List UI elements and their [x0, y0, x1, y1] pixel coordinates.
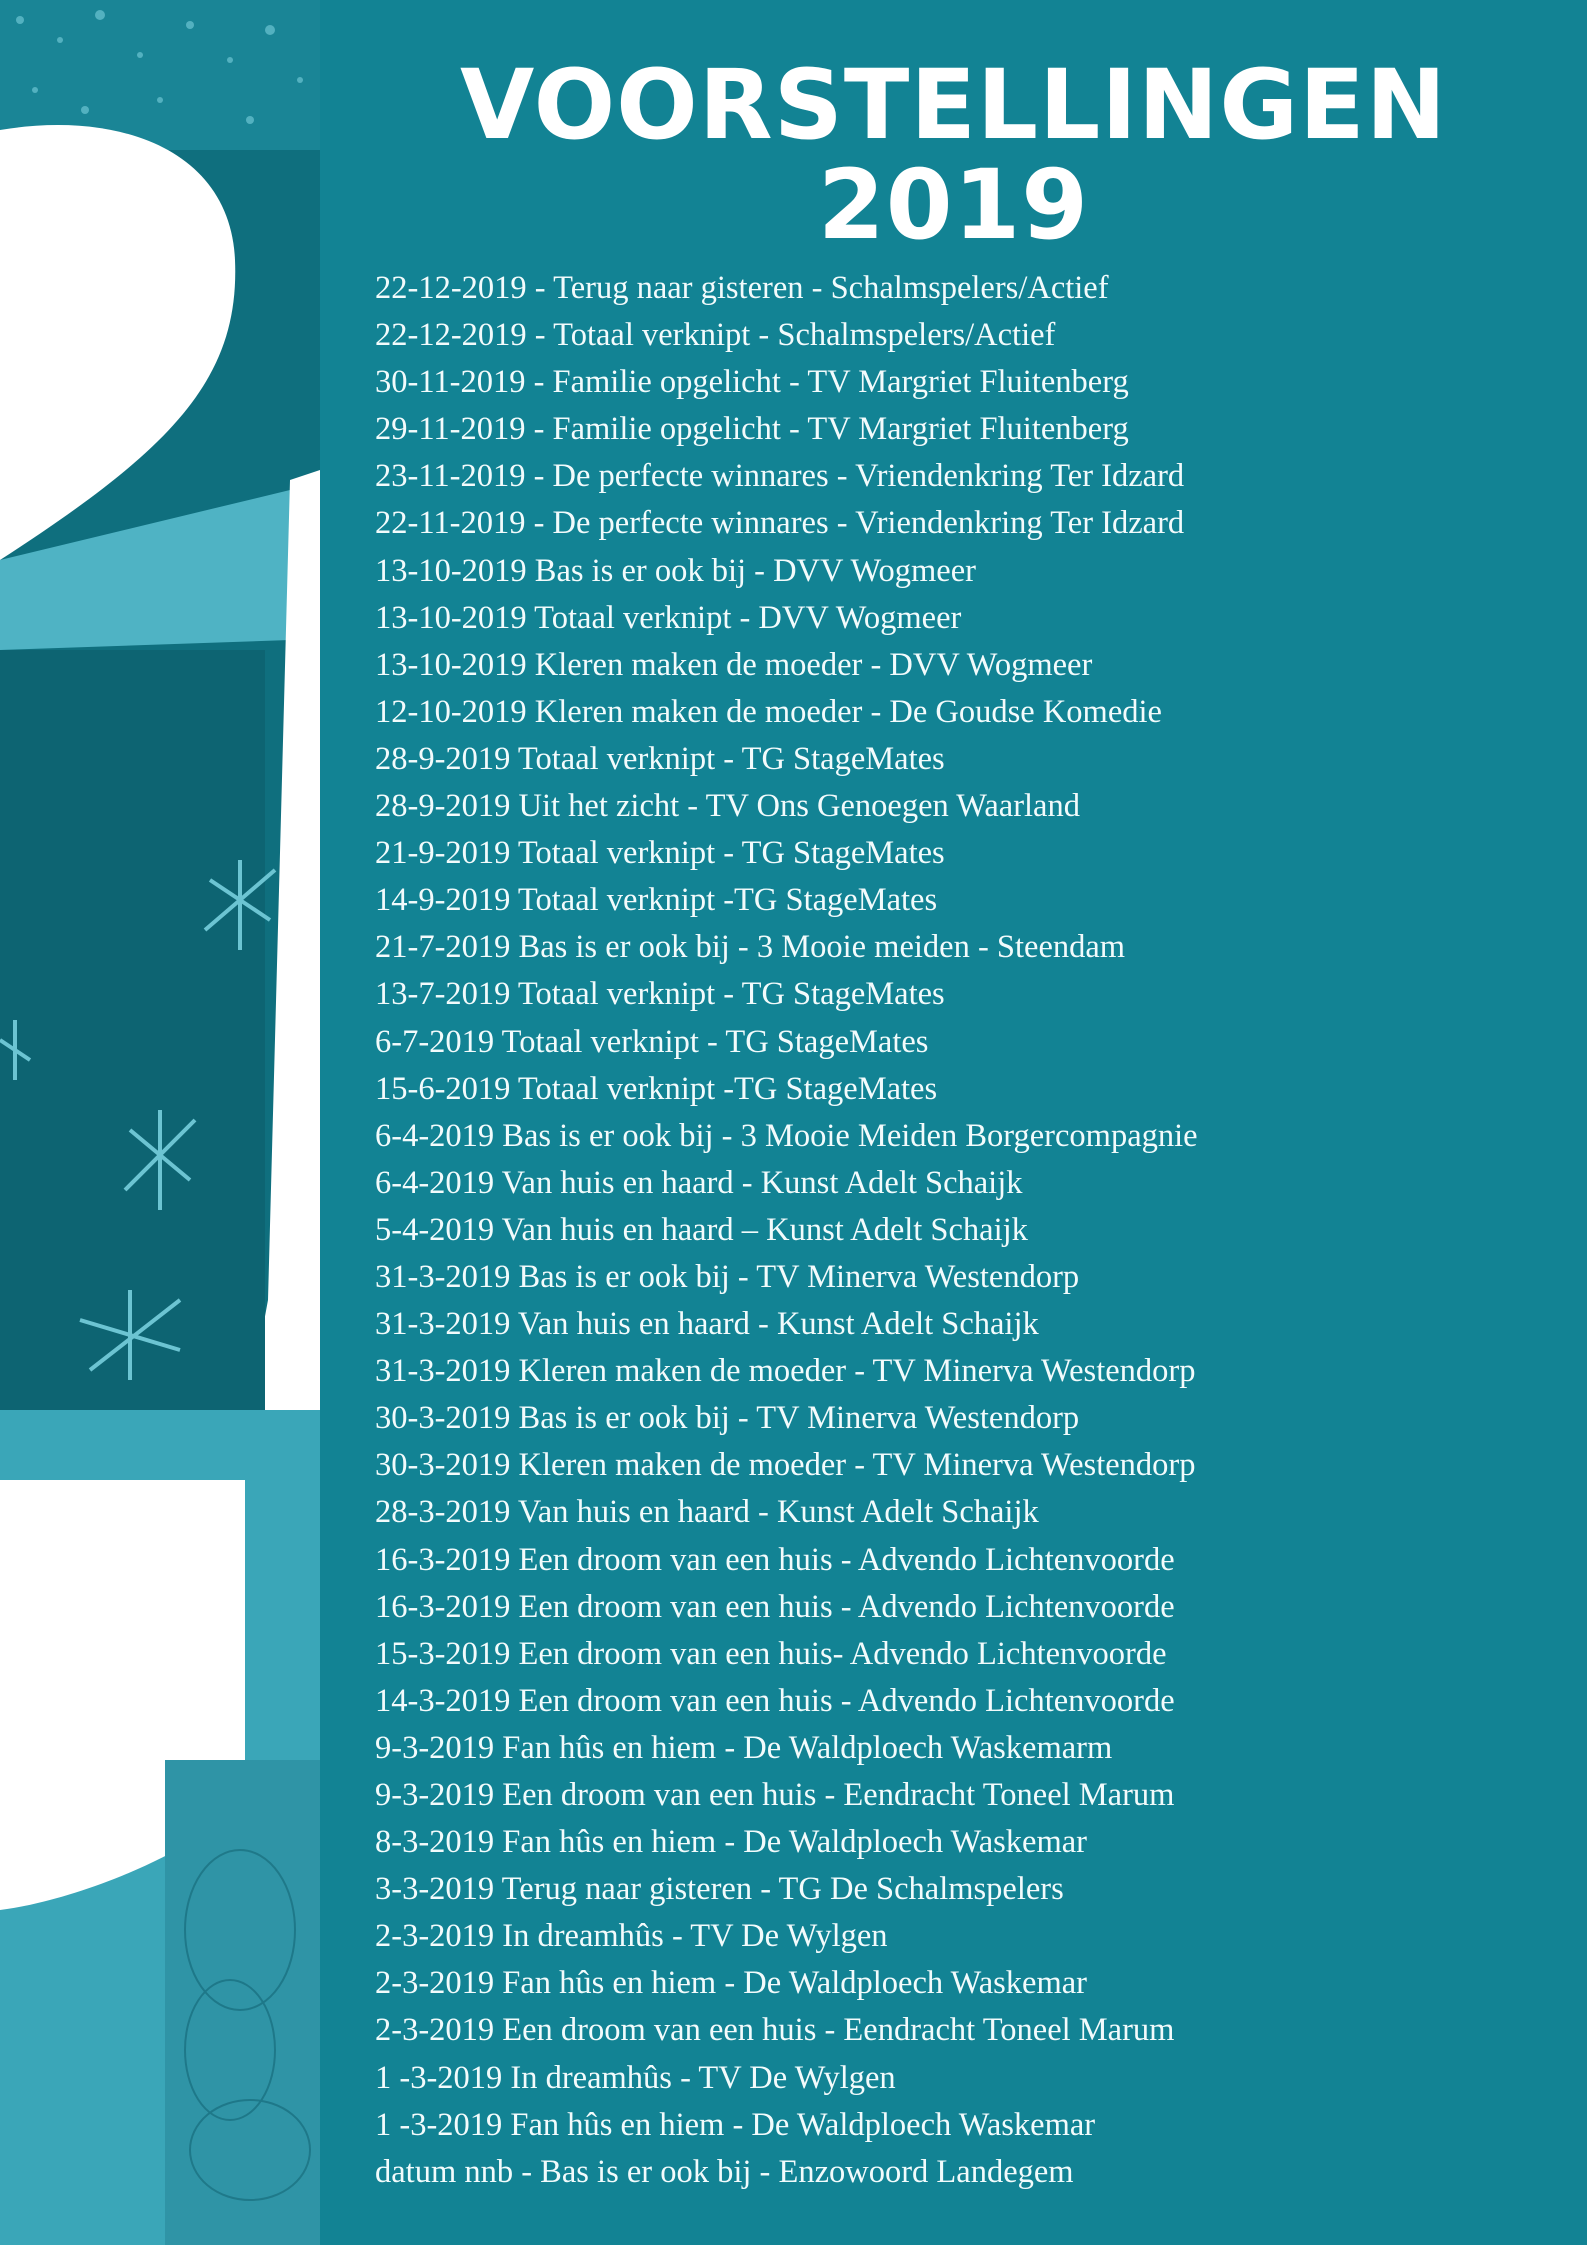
list-item: 28-9-2019 Totaal verknipt - TG StageMates: [375, 740, 945, 777]
page-title: [320, 49, 1587, 261]
list-item: 22-12-2019 - Totaal verknipt - Schalmspelers/Actief: [375, 317, 1056, 354]
list-item: 15-6-2019 Totaal verknipt -TG StageMates: [375, 1070, 938, 1107]
decorative-illustration: [0, 0, 320, 2245]
list-item: 21-7-2019 Bas is er ook bij - 3 Mooie meiden - Steendam: [375, 929, 1126, 966]
list-item: 6-4-2019 Bas is er ook bij - 3 Mooie Meiden Borgercompagnie: [375, 1117, 1198, 1154]
list-item: 28-3-2019 Van huis en haard - Kunst Adelt Schaijk: [375, 1494, 1039, 1531]
list-item: 6-4-2019 Van huis en haard - Kunst Adelt Schaijk: [375, 1164, 1023, 1201]
list-item: 14-9-2019 Totaal verknipt -TG StageMates: [375, 882, 938, 919]
list-item: 30-3-2019 Kleren maken de moeder - TV Minerva Westendorp: [375, 1447, 1196, 1484]
list-item: 13-10-2019 Kleren maken de moeder - DVV Wogmeer: [375, 646, 1093, 683]
list-item: 5-4-2019 Van huis en haard – Kunst Adelt Schaijk: [375, 1211, 1028, 1248]
list-item: 23-11-2019 - De perfecte winnares - Vriendenkring Ter Idzard: [375, 458, 1185, 495]
list-item: 15-3-2019 Een droom van een huis- Advendo Lichtenvoorde: [375, 1635, 1167, 1672]
list-item: 3-3-2019 Terug naar gisteren - TG De Schalmspelers: [375, 1871, 1064, 1908]
list-item: 29-11-2019 - Familie opgelicht - TV Margriet Fluitenberg: [375, 411, 1129, 448]
list-item: 13-7-2019 Totaal verknipt - TG StageMates: [375, 976, 945, 1013]
list-item: 13-10-2019 Totaal verknipt - DVV Wogmeer: [375, 599, 962, 636]
page-title-line-1: VOORSTELLINGEN: [459, 49, 1448, 161]
list-item: 22-12-2019 - Terug naar gisteren - Schalmspelers/Actief: [375, 270, 1109, 306]
list-item: 1 -3-2019 In dreamhûs - TV De Wylgen: [375, 2059, 896, 2096]
list-item: 9-3-2019 Fan hûs en hiem - De Waldploech Waskemarm: [375, 1729, 1113, 1766]
list-item: 31-3-2019 Van huis en haard - Kunst Adelt Schaijk: [375, 1306, 1039, 1343]
list-item: 13-10-2019 Bas is er ook bij - DVV Wogmeer: [375, 552, 976, 589]
list-item: 30-11-2019 - Familie opgelicht - TV Margriet Fluitenberg: [375, 364, 1129, 401]
list-item: 16-3-2019 Een droom van een huis - Advendo Lichtenvoorde: [375, 1588, 1175, 1625]
list-item: 1 -3-2019 Fan hûs en hiem - De Waldploech Waskemar: [375, 2106, 1096, 2143]
list-item: 9-3-2019 Een droom van een huis - Eendracht Toneel Marum: [375, 1777, 1175, 1813]
list-item: 31-3-2019 Bas is er ook bij - TV Minerva Westendorp: [375, 1258, 1080, 1295]
content-area: [320, 0, 1587, 2245]
page-title-line-2: 2019: [817, 149, 1090, 261]
list-item: datum nnb - Bas is er ook bij - Enzowoord Landegem: [375, 2153, 1074, 2190]
list-item: 14-3-2019 Een droom van een huis - Advendo Lichtenvoorde: [375, 1682, 1175, 1719]
list-item: 2-3-2019 Een droom van een huis - Eendracht Toneel Marum: [375, 2012, 1175, 2049]
list-item: 31-3-2019 Kleren maken de moeder - TV Minerva Westendorp: [375, 1353, 1196, 1390]
list-item: 21-9-2019 Totaal verknipt - TG StageMates: [375, 835, 945, 872]
list-item: 6-7-2019 Totaal verknipt - TG StageMates: [375, 1023, 929, 1060]
list-item: 30-3-2019 Bas is er ook bij - TV Minerva Westendorp: [375, 1400, 1080, 1437]
list-item: 2-3-2019 Fan hûs en hiem - De Waldploech Waskemar: [375, 1965, 1088, 2002]
list-item: 16-3-2019 Een droom van een huis - Advendo Lichtenvoorde: [375, 1541, 1175, 1578]
list-item: 2-3-2019 In dreamhûs - TV De Wylgen: [375, 1918, 888, 1955]
list-item: 8-3-2019 Fan hûs en hiem - De Waldploech Waskemar: [375, 1824, 1088, 1861]
list-item: 12-10-2019 Kleren maken de moeder - De Goudse Komedie: [375, 693, 1162, 730]
performance-list: [375, 265, 1575, 2196]
list-item: 22-11-2019 - De perfecte winnares - Vriendenkring Ter Idzard: [375, 505, 1185, 542]
list-item: 28-9-2019 Uit het zicht - TV Ons Genoegen Waarland: [375, 788, 1080, 825]
